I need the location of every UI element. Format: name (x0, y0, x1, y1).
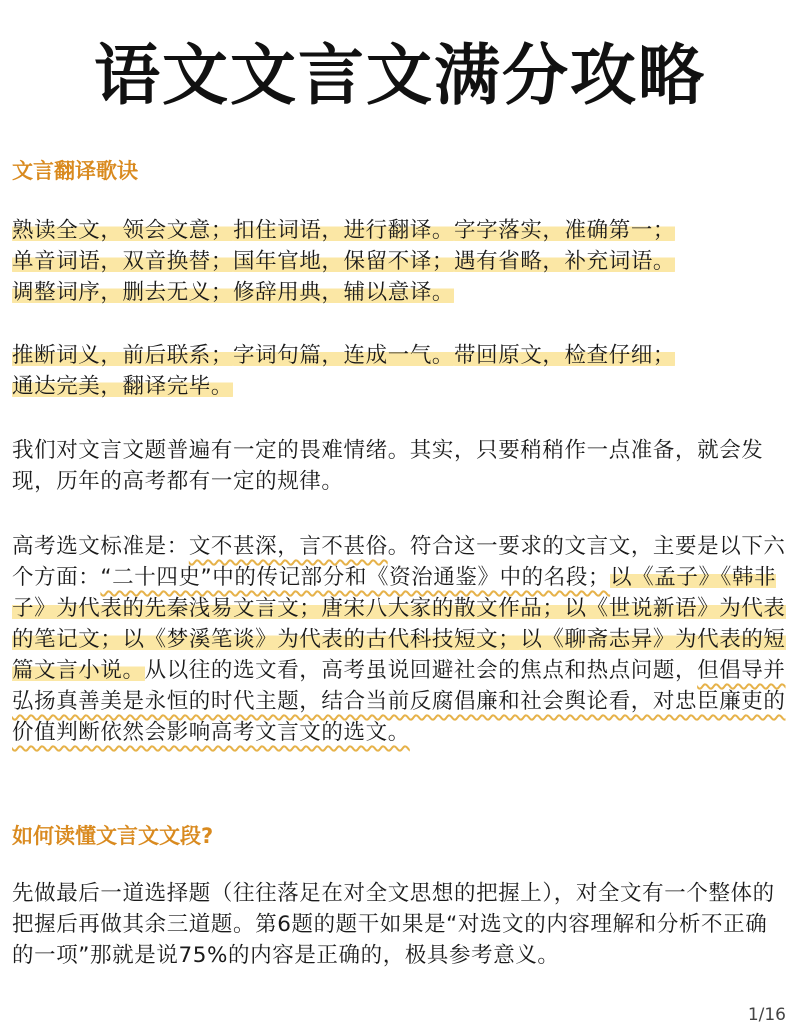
wavy-underlined-text: 文不甚深，言不甚俗 (188, 534, 388, 559)
selection-standard-paragraph (12, 531, 788, 748)
text-run: 。符合这一要求的文言文，主要是以下六个方面： (12, 534, 786, 590)
verse-phrase: 国年官地，保留不译； (233, 249, 455, 274)
section-heading-translation-rhyme: 文言翻译歌诀 (12, 159, 138, 183)
verse-phrase: 带回原文，检查仔细； (454, 343, 676, 368)
verse-phrase: 字词句篇，连成一气。 (233, 343, 455, 368)
verse-block-2 (12, 340, 788, 402)
verse-phrase: 通达完美，翻译完毕。 (12, 374, 234, 399)
verse-phrase: 熟读全文，领会文意； (12, 218, 234, 243)
verse-phrase: 单音词语，双音换替； (12, 249, 234, 274)
page-title: 语文文言文满分攻略 (94, 37, 706, 114)
highlighted-text: 以《聊斋志异》为代表的短篇文言小说。 (12, 627, 786, 683)
section-heading-reading-tips: 如何读懂文言文文段? (12, 824, 214, 848)
intro-paragraph: 我们对文言文题普遍有一定的畏难情绪。其实，只要稍稍作一点准备，就会发现，历年的高考都有一定的规律。 (12, 438, 764, 494)
verse-phrase: 修辞用典，辅以意译。 (233, 280, 455, 305)
verse-phrase: 推断词义，前后联系； (12, 343, 234, 368)
highlighted-text: 唐宋八大家的散文作品； (321, 596, 565, 621)
reading-tips-paragraph: 先做最后一道选择题（往往落足在对全文思想的把握上），对全文有一个整体的把握后再做其余三道题。第6题的题干如果是“对选文的内容理解和分析不正确的一项”那就是说75%的内容是正确的，极具参考意义。 (12, 881, 775, 968)
wavy-underlined-text: “二十四史”中的传记部分和《资治通鉴》中的名段； (100, 565, 611, 590)
verse-block-1 (12, 215, 788, 308)
text-run: 从以往的选文看，高考虽说回避社会的焦点和热点问题， (144, 658, 698, 683)
verse-phrase: 调整词序，删去无义； (12, 280, 234, 305)
wavy-underlined-text: 但倡导并弘扬真善美是永恒的时代主题，结合当前反腐倡廉和社会舆论看，对忠臣廉吏的价值判断依然会影响高考文言文的选文。 (12, 658, 786, 745)
verse-phrase: 字字落实，准确第一； (454, 218, 676, 243)
verse-phrase: 扣住词语，进行翻译。 (233, 218, 455, 243)
highlighted-text: 以《世说新语》为代表的笔记文； (12, 596, 786, 652)
verse-phrase: 遇有省略，补充词语。 (454, 249, 676, 274)
highlighted-text: 以《孟子》《韩非子》为代表的先秦浅易文言文； (12, 565, 777, 621)
page-indicator: 1/16 (747, 1005, 786, 1025)
highlighted-text: 以《梦溪笔谈》为代表的古代科技短文； (122, 627, 521, 652)
text-run: 高考选文标准是： (12, 534, 189, 559)
